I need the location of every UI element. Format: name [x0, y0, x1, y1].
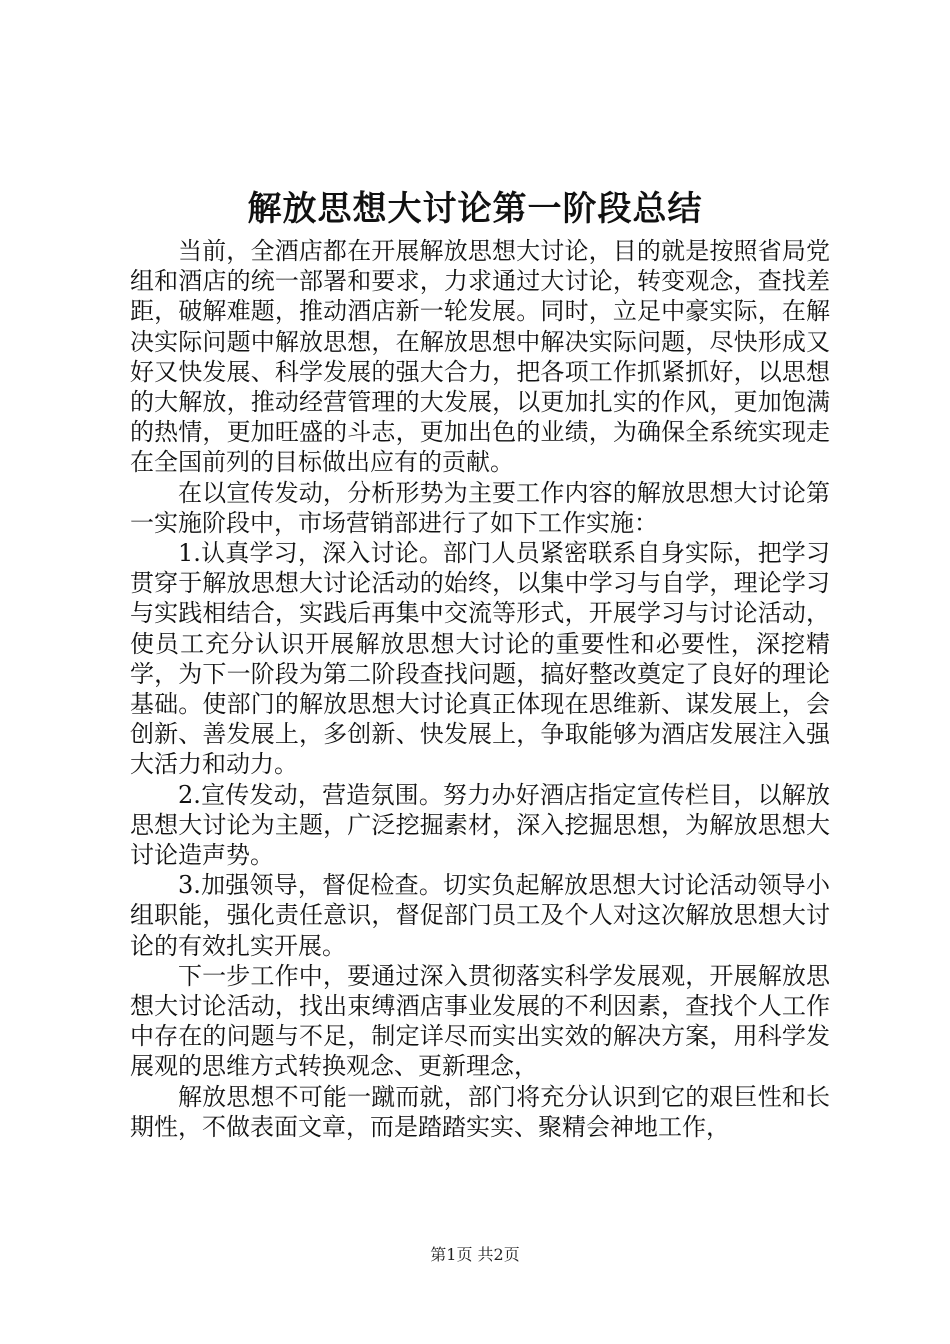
paragraph-context: 在以宣传发动，分析形势为主要工作内容的解放思想大讨论第一实施阶段中，市场营销部进行了如下工作实施：: [130, 478, 830, 537]
document-title: 解放思想大讨论第一阶段总结: [247, 189, 703, 229]
paragraph-intro: 当前，全酒店都在开展解放思想大讨论，目的就是按照省局党组和酒店的统一部署和要求，力求通过大讨论，转变观念，查找差距，破解难题，推动酒店新一轮发展。同时，立足中豪实际，在解决实际问题中解放思想，在解放思想中解决实际问题，尽快形成又好又快发展、科学发展的强大合力，把各项工作抓紧抓好，以思想的大解放，推动经营管理的大发展，以更加扎实的作风，更加饱满的热情，更加旺盛的斗志，更加出色的业绩，为确保全系统实现走在全国前列的目标做出应有的贡献。: [130, 237, 830, 477]
document-body: [130, 236, 830, 1142]
paragraph-item-1: 1.认真学习，深入讨论。部门人员紧密联系自身实际，把学习贯穿于解放思想大讨论活动的始终，以集中学习与自学，理论学习与实践相结合，实践后再集中交流等形式，开展学习与讨论活动，使员工充分认识开展解放思想大讨论的重要性和必要性，深挖精学，为下一阶段为第二阶段查找问题，搞好整改奠定了良好的理论基础。使部门的解放思想大讨论真正体现在思维新、谋发展上，会创新、善发展上，多创新、快发展上，争取能够为酒店发展注入强大活力和动力。: [130, 539, 830, 779]
page-number: 第1页 共2页: [430, 1245, 520, 1264]
paragraph-closing: 解放思想不可能一蹴而就，部门将充分认识到它的艰巨性和长期性，不做表面文章，而是踏踏实实、聚精会神地工作，: [130, 1082, 830, 1141]
page-footer: [0, 1244, 950, 1266]
paragraph-item-2: 2.宣传发动，营造氛围。努力办好酒店指定宣传栏目，以解放思想大讨论为主题，广泛挖掘素材，深入挖掘思想，为解放思想大讨论造声势。: [130, 780, 830, 870]
paragraph-item-3: 3.加强领导，督促检查。切实负起解放思想大讨论活动领导小组职能，强化责任意识，督促部门员工及个人对这次解放思想大讨论的有效扎实开展。: [130, 871, 830, 960]
paragraph-next-steps: 下一步工作中，要通过深入贯彻落实科学发展观，开展解放思想大讨论活动，找出束缚酒店事业发展的不利因素，查找个人工作中存在的问题与不足，制定详尽而实出实效的解决方案，用科学发展观的思维方式转换观念、更新理念，: [130, 961, 830, 1081]
